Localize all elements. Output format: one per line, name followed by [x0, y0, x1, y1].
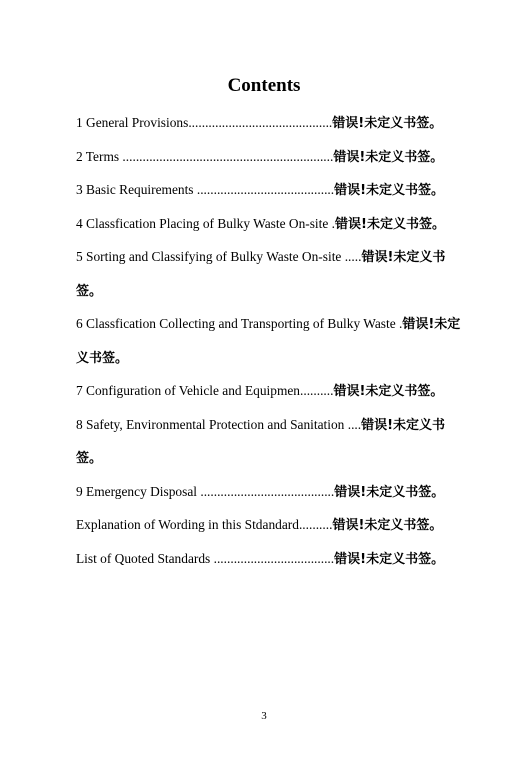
toc-leader-dots: ....: [344, 416, 362, 432]
toc-entry-sorting-classifying[interactable]: [76, 241, 464, 308]
toc-entry-label: 4 Classfication Placing of Bulky Waste On-site: [76, 215, 329, 231]
toc-entry-terms[interactable]: [76, 141, 464, 175]
toc-leader-dots: .....: [341, 249, 362, 264]
table-of-contents: [76, 107, 464, 576]
toc-error-reference: 错误!未定义书签。: [76, 417, 446, 466]
toc-entry-emergency-disposal[interactable]: [76, 476, 464, 510]
toc-error-reference: 错误!未定义书签。: [332, 116, 443, 131]
toc-error-reference: 错误!未定义书签。: [333, 149, 444, 165]
toc-entry-safety-environment[interactable]: [76, 409, 464, 476]
toc-entry-label: 9 Emergency Disposal: [76, 483, 197, 499]
toc-leader-dots: ....................................: [210, 550, 335, 566]
toc-entry-explanation-wording[interactable]: [76, 509, 464, 543]
toc-entry-label: 6 Classfication Collecting and Transporting of Bulky Waste: [76, 316, 396, 331]
toc-leader-dots: .: [328, 215, 336, 231]
toc-entry-basic-requirements[interactable]: [76, 174, 464, 208]
toc-error-reference: 错误!未定义书签。: [334, 183, 445, 198]
toc-entry-label: 3 Basic Requirements: [76, 182, 194, 197]
toc-leader-dots: ..........: [298, 517, 333, 532]
toc-entry-classification-placing[interactable]: [76, 208, 464, 242]
toc-error-reference: 错误!未定义书签。: [333, 384, 444, 399]
toc-leader-dots: .........................................: [193, 182, 335, 197]
toc-leader-dots: ...............................................................: [119, 148, 334, 164]
toc-entry-configuration-vehicle[interactable]: [76, 375, 464, 409]
page-number: 3: [261, 710, 267, 722]
toc-entry-label: 8 Safety, Environmental Protection and Sanitation: [76, 416, 345, 432]
toc-error-reference: 错误!未定义书签。: [334, 484, 445, 500]
toc-error-reference: 错误!未定义书签。: [76, 250, 446, 299]
page-title: Contents: [227, 75, 301, 96]
toc-leader-dots: ..........: [300, 383, 334, 398]
toc-entry-label: 1 General Provisions: [76, 115, 189, 130]
toc-leader-dots: .: [395, 316, 403, 331]
toc-leader-dots: ...........................................: [188, 115, 333, 130]
toc-entry-label: Explanation of Wording in this Stdandard: [76, 517, 299, 532]
toc-error-reference: 错误!未定义书签。: [76, 317, 461, 366]
toc-entry-label: List of Quoted Standards: [76, 550, 211, 566]
toc-entry-label: 2 Terms: [76, 148, 120, 164]
toc-entry-classification-collecting[interactable]: [76, 308, 464, 375]
toc-error-reference: 错误!未定义书签。: [335, 216, 445, 232]
toc-leader-dots: ........................................: [197, 483, 335, 499]
toc-entry-quoted-standards[interactable]: [76, 543, 464, 577]
toc-error-reference: 错误!未定义书签。: [332, 518, 443, 533]
toc-entry-label: 7 Configuration of Vehicle and Equipmen: [76, 383, 300, 398]
toc-entry-general-provisions[interactable]: [76, 107, 464, 141]
toc-error-reference: 错误!未定义书签。: [334, 551, 445, 567]
toc-entry-label: 5 Sorting and Classifying of Bulky Waste On-site: [76, 249, 342, 264]
